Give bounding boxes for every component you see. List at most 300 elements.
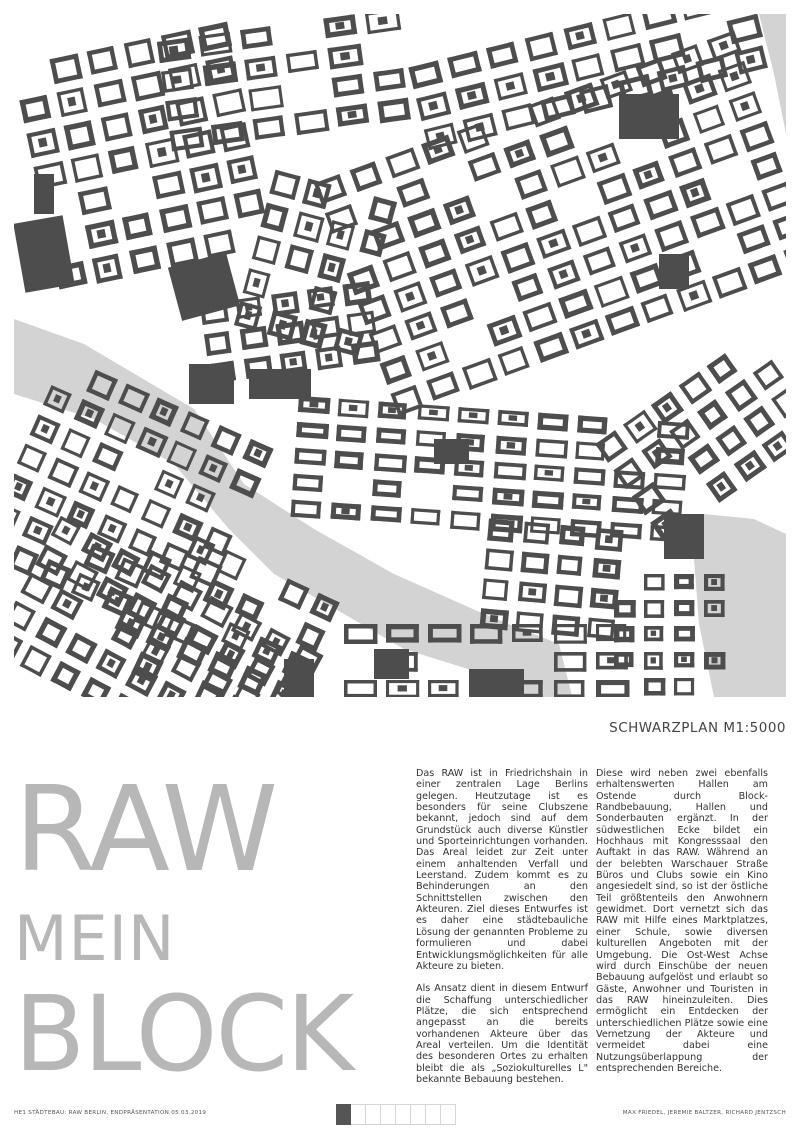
building xyxy=(572,224,583,247)
building xyxy=(634,421,645,432)
title-line-2: MEIN xyxy=(14,902,176,975)
page-square xyxy=(396,1104,411,1125)
figure-ground-map xyxy=(14,14,786,697)
large-building xyxy=(619,94,679,139)
building xyxy=(292,486,322,492)
building xyxy=(557,175,586,188)
building xyxy=(183,522,192,532)
building xyxy=(643,170,653,180)
building xyxy=(127,493,139,514)
building xyxy=(252,278,260,288)
building xyxy=(463,113,493,124)
building xyxy=(693,113,703,134)
building xyxy=(291,500,321,506)
building xyxy=(393,289,404,312)
building xyxy=(571,59,580,81)
building xyxy=(596,624,599,641)
building xyxy=(386,624,391,643)
building xyxy=(641,233,652,255)
building xyxy=(216,108,246,117)
building xyxy=(367,26,401,34)
block-group xyxy=(157,14,414,153)
building xyxy=(544,470,553,476)
building xyxy=(596,216,607,239)
building xyxy=(470,639,502,644)
building xyxy=(753,371,768,391)
building xyxy=(630,243,640,253)
building xyxy=(203,234,212,258)
building xyxy=(131,76,141,102)
building xyxy=(690,652,694,667)
building xyxy=(123,112,132,136)
building xyxy=(602,565,610,572)
building xyxy=(489,113,498,136)
building xyxy=(439,685,448,691)
building xyxy=(416,321,426,331)
building xyxy=(699,122,725,134)
large-building xyxy=(34,174,54,214)
building xyxy=(693,105,719,117)
building xyxy=(386,680,389,697)
building xyxy=(581,680,585,697)
building xyxy=(154,470,166,491)
building xyxy=(330,60,364,69)
building xyxy=(124,43,133,69)
building xyxy=(344,680,348,697)
building xyxy=(244,56,275,64)
building xyxy=(513,212,524,233)
building xyxy=(97,514,109,535)
building xyxy=(428,680,459,683)
building xyxy=(583,652,587,672)
building xyxy=(33,161,63,171)
building xyxy=(67,466,80,488)
building xyxy=(344,624,349,644)
building xyxy=(689,600,694,616)
building xyxy=(596,652,628,656)
building xyxy=(659,652,663,670)
building xyxy=(499,325,510,335)
building xyxy=(610,143,621,165)
building xyxy=(386,695,419,697)
building xyxy=(538,680,542,697)
building xyxy=(519,72,528,94)
building xyxy=(212,94,220,118)
paragraph: Diese wird neben zwei ebenfalls erhaltenswerten Hallen am Ostende durch Block-Randbebauung, Hallen und Sonderbauten ergänzt. In der südwestlichen Ecke bildet ein Hochhaus mit Kongresssaal den Auftakt in das RAW. Während an der belebten Warschauer Straße Büros und Clubs sowie ein Kino angesiedelt sind, so ist der östliche Teil größtenteils den Anwohnern gewidmet. Dort vernetzt sich das RAW mit Hilfe eines Marktplatzes, einer Schule, sowie diversen kulturellen Angeboten mit der Umgebung. Die Ost-West Achse wird durch Einschübe der neuen Bebauung aufgelöst und erlaubt so Gäste, Anwohner und Touristen in das RAW hineinzuleiten. Dies ermöglicht ein Entdecken der unterschiedlichen Plätze sowie eine Vernetzung der Akteure und vermeidet dabei eine Nutzungsüberlappung der entsprechenden Bereiche. xyxy=(596,768,768,1074)
building xyxy=(740,101,750,111)
building xyxy=(629,626,634,642)
building xyxy=(581,329,591,339)
building xyxy=(769,360,784,380)
building xyxy=(189,590,203,612)
building xyxy=(624,680,629,697)
building xyxy=(704,574,708,591)
building xyxy=(327,44,361,53)
building xyxy=(247,72,278,80)
building xyxy=(323,424,329,439)
building xyxy=(327,262,336,272)
building xyxy=(20,645,34,668)
building xyxy=(644,626,648,641)
map-drawing xyxy=(14,14,786,697)
building xyxy=(688,290,699,301)
building xyxy=(303,249,314,274)
building xyxy=(299,211,325,221)
building xyxy=(71,158,79,182)
building xyxy=(297,127,330,135)
building xyxy=(472,274,500,287)
building xyxy=(512,624,516,642)
building xyxy=(340,52,350,61)
page-square xyxy=(411,1104,426,1125)
page-square xyxy=(426,1104,441,1125)
building xyxy=(745,460,755,470)
building xyxy=(382,259,393,282)
building xyxy=(711,579,717,585)
building xyxy=(339,399,370,404)
building xyxy=(61,108,88,117)
building xyxy=(607,31,636,41)
building xyxy=(494,79,503,101)
building xyxy=(442,91,451,114)
building xyxy=(385,156,396,178)
building xyxy=(684,14,712,21)
building xyxy=(295,448,326,454)
building xyxy=(579,234,608,247)
building xyxy=(428,624,462,629)
building xyxy=(661,574,664,591)
building xyxy=(165,479,174,489)
building xyxy=(772,441,782,451)
building xyxy=(34,487,46,509)
building xyxy=(76,510,85,519)
building xyxy=(470,624,475,644)
building xyxy=(173,478,185,499)
building xyxy=(758,405,775,427)
building xyxy=(338,413,369,418)
building xyxy=(55,496,67,518)
building xyxy=(554,680,584,684)
building xyxy=(416,98,425,121)
building xyxy=(727,134,738,156)
paragraph: Das RAW ist in Friedrichshain in einer zentralen Lage Berlins gelegen. Heutzutage ist es besonders für seine Clubszene bekannt, jedoch sind auf dem Grundstück auch diverse Künstler und Sporteinrichtungen vorhanden. Das Areal leidet zur Zeit unter einem anhaltenden Verfall und Leerstand. Zudem kommt es zu Behinderungen an den Schnittstellen zwischen den Akteuren. Ziel dieses Entwurfes ist es daher eine städtebauliche Lösung der genannten Probleme zu formulieren und dabei Entwicklungsmöglichkeiten für alle Akteure zu bieten. xyxy=(416,768,588,972)
building xyxy=(508,415,517,421)
building xyxy=(415,350,425,372)
large-building xyxy=(434,439,469,464)
building xyxy=(392,324,403,346)
building xyxy=(547,302,558,324)
building xyxy=(485,566,513,572)
building xyxy=(498,354,509,376)
building xyxy=(451,511,480,516)
building xyxy=(611,522,643,528)
building xyxy=(525,38,535,62)
building xyxy=(641,14,651,30)
large-building xyxy=(469,669,524,697)
building xyxy=(490,220,501,241)
building xyxy=(465,235,475,245)
building xyxy=(315,217,325,243)
building xyxy=(601,295,630,308)
building xyxy=(725,390,743,412)
building xyxy=(272,241,281,265)
building xyxy=(388,407,396,413)
building xyxy=(189,168,199,194)
building xyxy=(175,101,184,126)
building xyxy=(602,14,631,22)
page-square xyxy=(441,1104,456,1125)
building xyxy=(721,652,726,670)
building xyxy=(465,263,476,286)
building xyxy=(575,155,586,178)
building xyxy=(20,572,34,594)
building xyxy=(293,474,323,480)
building xyxy=(669,429,685,450)
building xyxy=(594,285,605,308)
building xyxy=(157,147,167,157)
building xyxy=(736,267,748,290)
building xyxy=(234,558,247,581)
building xyxy=(253,448,262,458)
building xyxy=(199,96,208,121)
building xyxy=(409,147,420,169)
building xyxy=(428,624,433,643)
building xyxy=(584,624,587,644)
building xyxy=(674,652,678,667)
building xyxy=(415,341,443,354)
building xyxy=(690,188,700,198)
building xyxy=(50,588,64,610)
building xyxy=(490,212,518,225)
building xyxy=(347,111,357,119)
building xyxy=(582,499,590,505)
building xyxy=(427,351,437,361)
building xyxy=(519,346,530,368)
building xyxy=(674,574,679,589)
large-building xyxy=(284,659,314,697)
building xyxy=(365,14,371,34)
building xyxy=(252,235,261,259)
building xyxy=(450,525,479,530)
building xyxy=(575,31,585,40)
building xyxy=(293,211,303,237)
building xyxy=(689,574,694,589)
footer-authors: MAX FRIEDEL, JEREMIE BALTZER, RICHARD JENTZSCH xyxy=(622,1110,786,1116)
building xyxy=(145,143,153,168)
building xyxy=(554,668,586,672)
building xyxy=(429,410,438,416)
building xyxy=(596,666,628,670)
building xyxy=(349,405,358,412)
building xyxy=(596,652,600,669)
building xyxy=(227,229,236,253)
building xyxy=(51,128,60,153)
building xyxy=(486,358,497,381)
building xyxy=(711,605,717,611)
building xyxy=(248,85,281,93)
building xyxy=(725,80,752,93)
building xyxy=(71,153,99,162)
building xyxy=(172,75,181,84)
building xyxy=(573,493,602,499)
building xyxy=(496,229,524,242)
building xyxy=(335,22,345,30)
footer-course-info: HE1 STÄDTEBAU: RAW BERLIN, ENDPRÄSENTATION 05.03.2019 xyxy=(14,1110,207,1116)
building xyxy=(548,238,558,248)
building xyxy=(453,485,483,491)
building xyxy=(57,92,66,117)
building xyxy=(735,110,762,122)
building xyxy=(515,149,525,159)
building xyxy=(450,123,458,144)
building xyxy=(150,159,180,168)
building xyxy=(289,358,297,366)
building xyxy=(574,467,605,473)
building xyxy=(690,626,695,641)
building xyxy=(294,459,325,465)
building xyxy=(729,91,756,103)
harbor-basin xyxy=(694,514,786,697)
building xyxy=(226,160,235,184)
building xyxy=(101,117,110,141)
building xyxy=(602,19,610,41)
building xyxy=(586,151,597,173)
building xyxy=(344,694,377,697)
building xyxy=(377,16,387,25)
building xyxy=(341,508,350,514)
building xyxy=(554,624,587,627)
building xyxy=(668,74,678,83)
building xyxy=(410,520,439,525)
building xyxy=(454,205,464,215)
building xyxy=(22,610,36,632)
page-square xyxy=(381,1104,396,1125)
building xyxy=(46,496,56,506)
building xyxy=(159,507,171,529)
building xyxy=(517,611,544,617)
large-building xyxy=(664,514,704,559)
building xyxy=(495,462,527,468)
building xyxy=(79,87,88,112)
building xyxy=(629,652,634,667)
building xyxy=(554,652,586,656)
building xyxy=(730,425,747,446)
building xyxy=(716,481,726,491)
building xyxy=(414,624,419,643)
building xyxy=(344,640,377,645)
building xyxy=(249,155,258,179)
building xyxy=(758,45,768,68)
building xyxy=(751,91,762,113)
text-column-2 xyxy=(596,768,768,1085)
building xyxy=(59,161,67,184)
building xyxy=(612,430,628,451)
building xyxy=(721,600,725,617)
building xyxy=(416,680,419,697)
building xyxy=(48,423,61,445)
large-building xyxy=(659,254,689,289)
building xyxy=(554,694,584,697)
building xyxy=(588,618,614,624)
building xyxy=(683,299,712,312)
building xyxy=(14,510,21,531)
building xyxy=(365,14,399,16)
building xyxy=(660,626,664,641)
building xyxy=(213,163,223,189)
building xyxy=(467,91,477,100)
building xyxy=(586,143,615,156)
building xyxy=(35,452,47,473)
building xyxy=(38,137,48,147)
building xyxy=(285,244,296,269)
building xyxy=(554,652,558,672)
building xyxy=(428,638,462,643)
building xyxy=(534,476,564,481)
building xyxy=(57,87,84,96)
building xyxy=(14,482,23,491)
building xyxy=(729,99,740,121)
building xyxy=(662,402,672,413)
building xyxy=(33,525,43,535)
building xyxy=(62,598,72,608)
building xyxy=(281,299,289,308)
building xyxy=(96,229,106,239)
building xyxy=(531,516,561,521)
title-line-1: RAW xyxy=(14,760,277,898)
building xyxy=(414,652,418,672)
building xyxy=(418,404,449,409)
building xyxy=(505,81,515,90)
building xyxy=(248,89,254,111)
building xyxy=(490,615,498,623)
building xyxy=(167,690,176,697)
building xyxy=(596,53,605,75)
building xyxy=(102,263,111,273)
building xyxy=(488,255,499,278)
building xyxy=(346,225,355,250)
building xyxy=(26,133,35,158)
building xyxy=(512,639,543,643)
building xyxy=(455,680,458,697)
building xyxy=(416,281,427,304)
building xyxy=(128,528,140,549)
building xyxy=(212,88,242,97)
building xyxy=(79,436,91,458)
building xyxy=(477,265,487,276)
building xyxy=(594,276,623,289)
building xyxy=(676,289,687,312)
building xyxy=(535,465,565,470)
building xyxy=(428,101,438,111)
building xyxy=(600,594,608,602)
building xyxy=(146,38,155,64)
building xyxy=(458,407,489,413)
building xyxy=(417,430,446,435)
building xyxy=(398,685,407,691)
building xyxy=(572,216,601,229)
building xyxy=(110,485,122,506)
building xyxy=(644,678,649,696)
building xyxy=(78,471,90,493)
building xyxy=(428,694,459,697)
building xyxy=(110,693,126,697)
building xyxy=(245,303,253,311)
building xyxy=(106,658,115,668)
building xyxy=(501,103,531,114)
building xyxy=(681,657,687,662)
building xyxy=(164,85,194,92)
building xyxy=(462,358,491,371)
